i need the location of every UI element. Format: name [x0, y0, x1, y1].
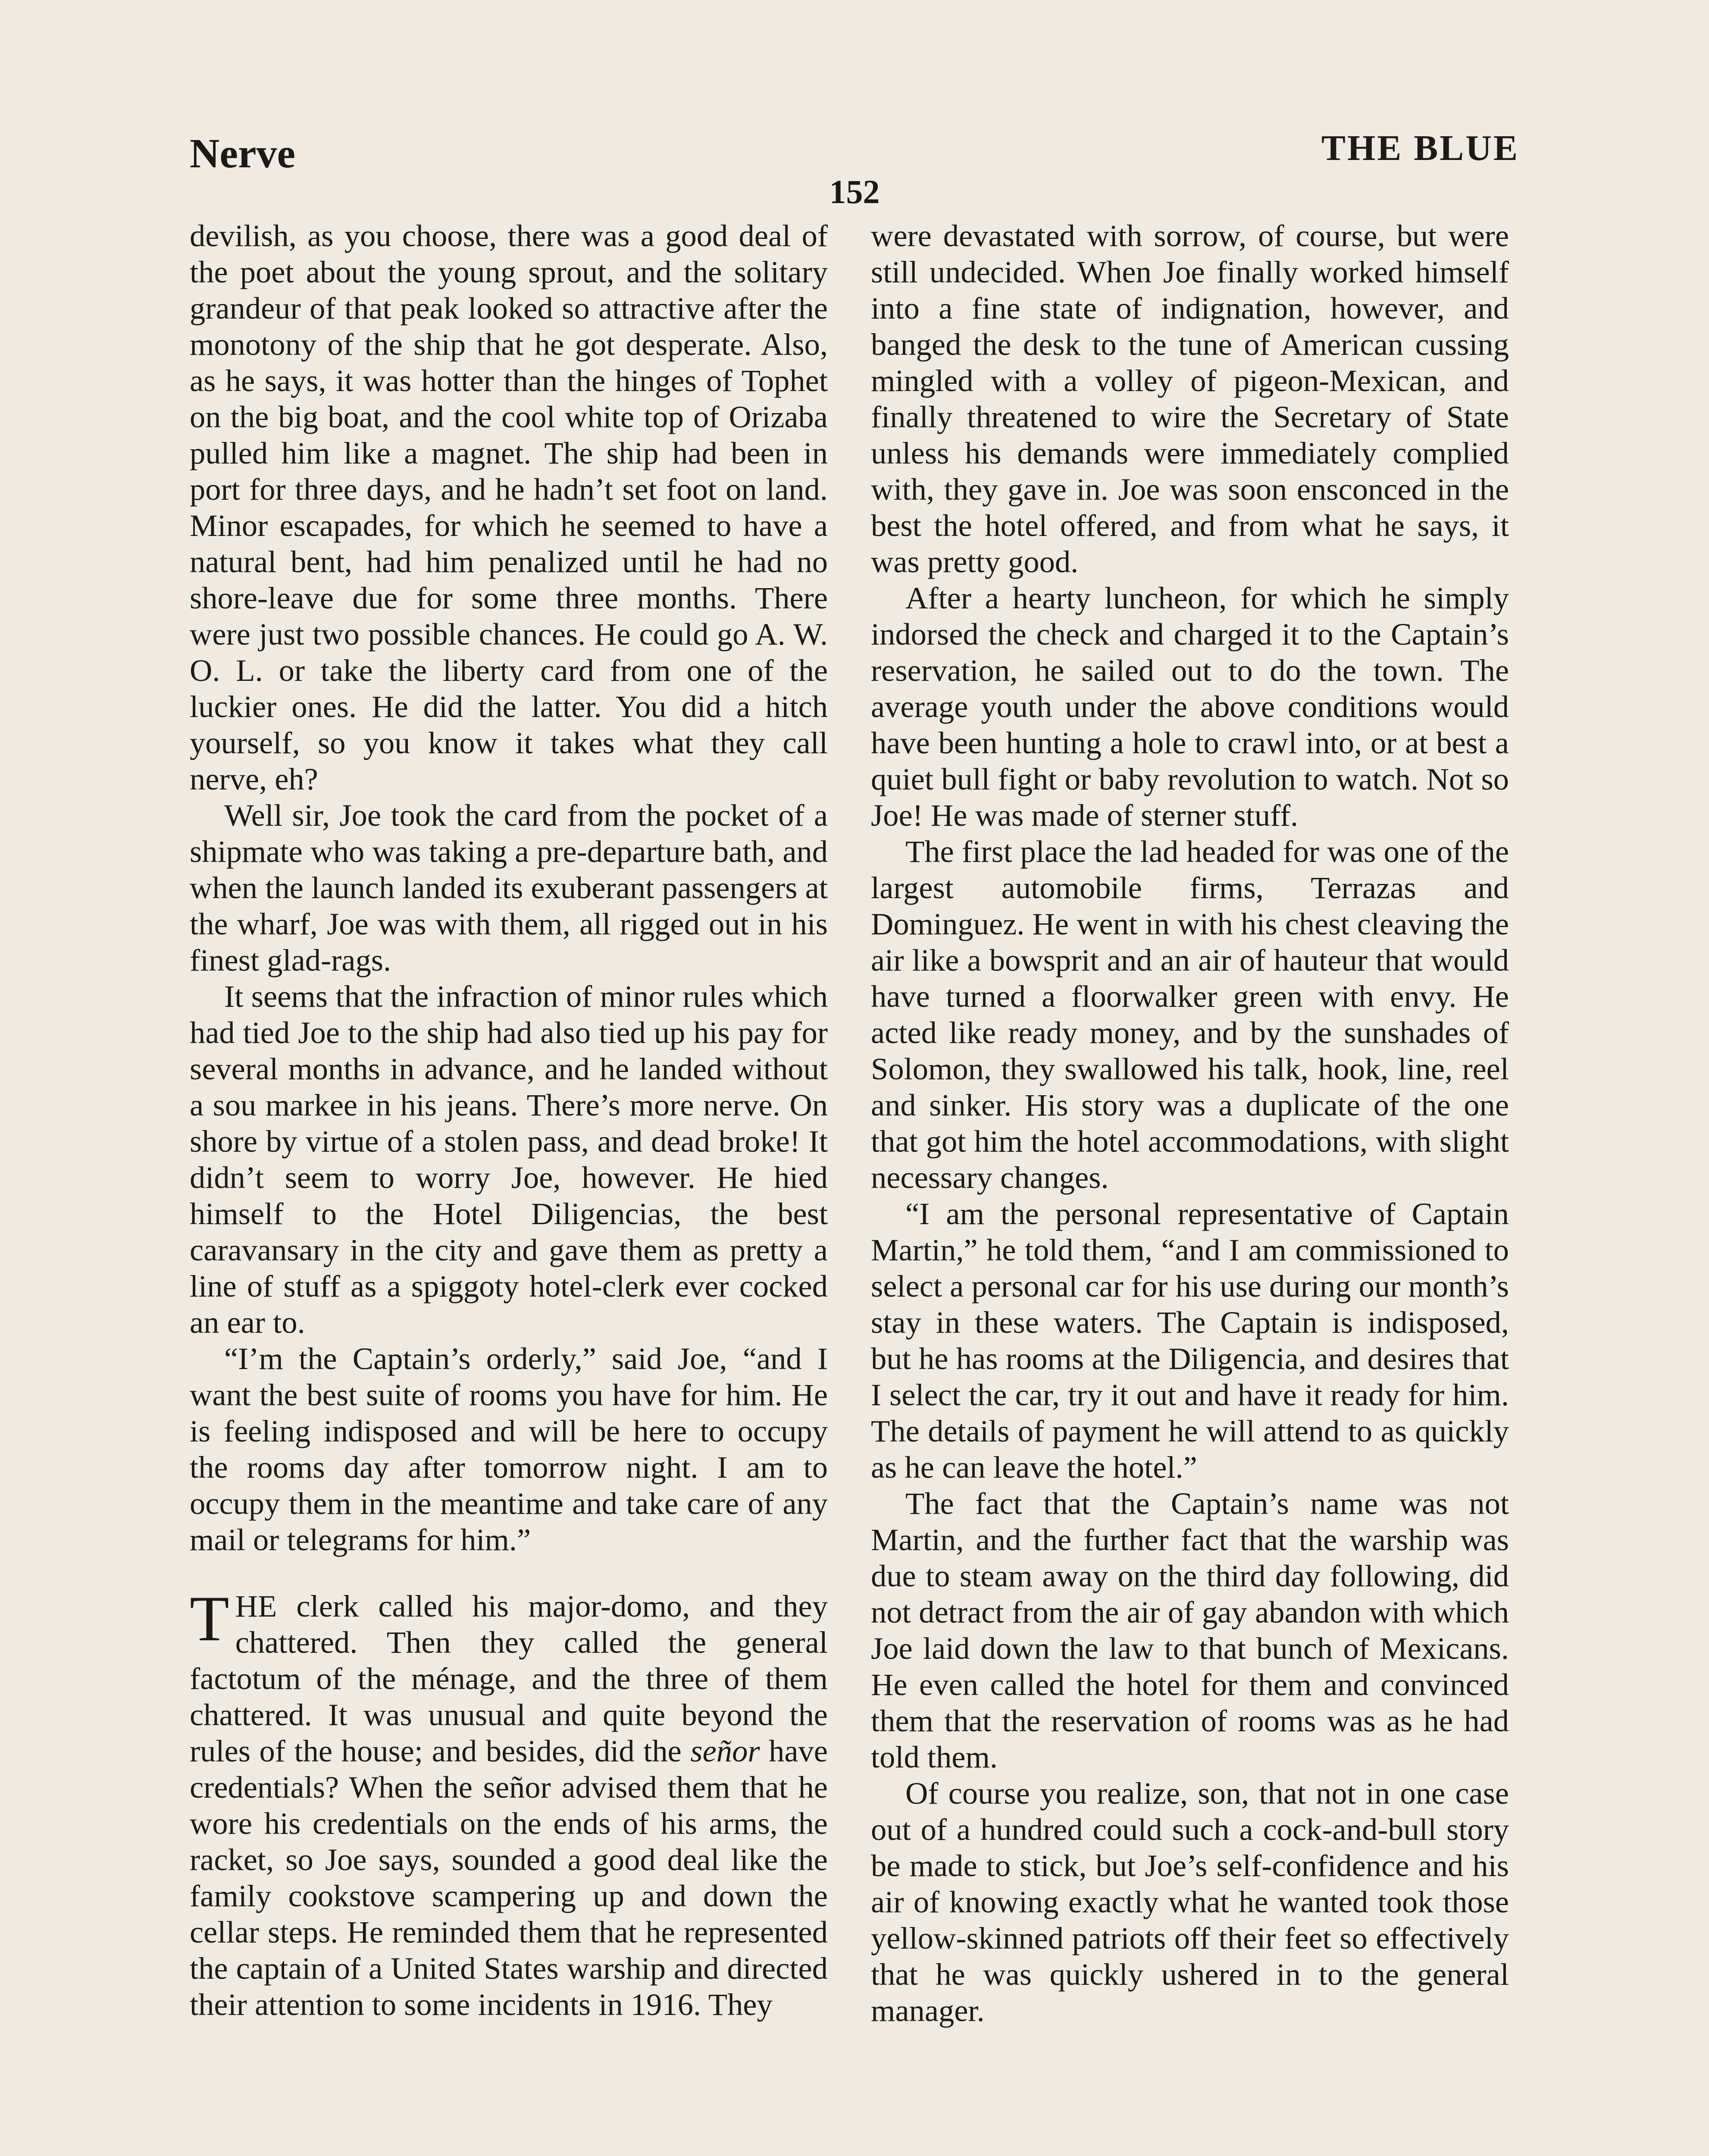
section-paragraph [190, 1583, 828, 2023]
paragraph: were devastated with sorrow, of course, but were still undecided. When Joe finally worked himself into a fine state of indignation, however, and banged the desk to the tune of American cussing mingled with a volley of pigeon-Mexican, and finally threatened to wire the Secretary of State unless his demands were immediately complied with, they gave in. Joe was soon ensconced in the best the hotel offered, and from what he says, it was pretty good. [871, 218, 1509, 579]
right-column [871, 218, 1509, 2029]
running-head-title: Nerve [190, 130, 296, 176]
paragraph: “I am the personal representative of Captain Martin,” he told them, “and I am commissioned to select a personal car for his use during our month’s stay in these waters. The Captain is indisposed, but he has rooms at the Diligencia, and desires that I select the car, try it out and have it ready for him. The details of payment he will attend to as quickly as he can leave the hotel.” [871, 1196, 1509, 1485]
paragraph: The fact that the Captain’s name was not Martin, and the further fact that the warship was due to steam away on the third day following, did not detract from the air of gay abandon with which Joe laid down the law to that bunch of Mexicans. He even called the hotel for them and convinced them that the reservation of rooms was as he had told them. [871, 1486, 1509, 1774]
paragraph-text: HE clerk called his major-domo, and they chattered. Then they called the general factotum of the ménage, and the three of them chattered. It was unusual and quite beyond the rules of the house; and besides, did the [190, 1589, 828, 1768]
page-number: 152 [829, 173, 880, 210]
paragraph: Of course you realize, son, that not in one case out of a hundred could such a cock-and-bull story be made to stick, but Joe’s self-confidence and his air of knowing exactly what he wanted took those yellow-skinned patriots off their feet so effectively that he was quickly ushered in to the general manager. [871, 1776, 1509, 2028]
drop-cap: T [190, 1583, 229, 1655]
paragraph: The first place the lad headed for was one of the largest automobile firms, Terrazas and Dominguez. He went in with his chest cleaving the air like a bowsprit and an air of hauteur that would have turned a floorwalker green with envy. He acted like ready money, and by the sunshades of Solomon, they swallowed his talk, hook, line, reel and sinker. His story was a duplicate of the one that got him the hotel accommodations, with slight necessary changes. [871, 834, 1509, 1195]
running-head-magazine: THE BLUE [1321, 128, 1519, 168]
paragraph: devilish, as you choose, there was a good deal of the poet about the young sprout, and the solitary grandeur of that peak looked so attractive after the monotony of the ship that he got desperate. Also, as he says, it was hotter than the hinges of Tophet on the big boat, and the cool white top of Orizaba pulled him like a magnet. The ship had been in port for three days, and he hadn’t set foot on land. Minor escapades, for which he seemed to have a natural bent, had him penalized until he had no shore-leave due for some three months. There were just two possible chances. He could go A. W. O. L. or take the liberty card from one of the luckier ones. He did the latter. You did a hitch yourself, so you know it takes what they call nerve, eh? [190, 218, 828, 796]
paragraph-text: have credentials? When the señor advised them that he wore his credentials on the ends of his arms, the racket, so Joe says, sounded a good deal like the family cookstove scampering up and down the cellar steps. He reminded them that he represented the captain of a United States warship and directed their attention to some incidents in 1916. They [190, 1733, 828, 2022]
paragraph: Well sir, Joe took the card from the pocket of a shipmate who was taking a pre-departure bath, and when the launch landed its exuberant passengers at the wharf, Joe was with them, all rigged out in his finest glad-rags. [190, 798, 828, 978]
paragraph: After a hearty luncheon, for which he simply indorsed the check and charged it to the Captain’s reservation, he sailed out to do the town. The average youth under the above conditions would have been hunting a hole to crawl into, or at best a quiet bull fight or baby revolution to watch. Not so Joe! He was made of sterner stuff. [871, 580, 1509, 833]
left-column [190, 218, 828, 2023]
paragraph: “I’m the Captain’s orderly,” said Joe, “and I want the best suite of rooms you have for him. He is feeling indisposed and will be here to occupy the rooms day after tomorrow night. I am to occupy them in the meantime and take care of any mail or telegrams for him.” [190, 1341, 828, 1557]
paragraph: It seems that the infraction of minor rules which had tied Joe to the ship had also tied up his pay for several months in advance, and he landed without a sou markee in his jeans. There’s more nerve. On shore by virtue of a stolen pass, and dead broke! It didn’t seem to worry Joe, however. He hied himself to the Hotel Diligencias, the best caravansary in the city and gave them as pretty a line of stuff as a spiggoty hotel-clerk ever cocked an ear to. [190, 979, 828, 1340]
emphasis-text: señor [690, 1733, 760, 1768]
